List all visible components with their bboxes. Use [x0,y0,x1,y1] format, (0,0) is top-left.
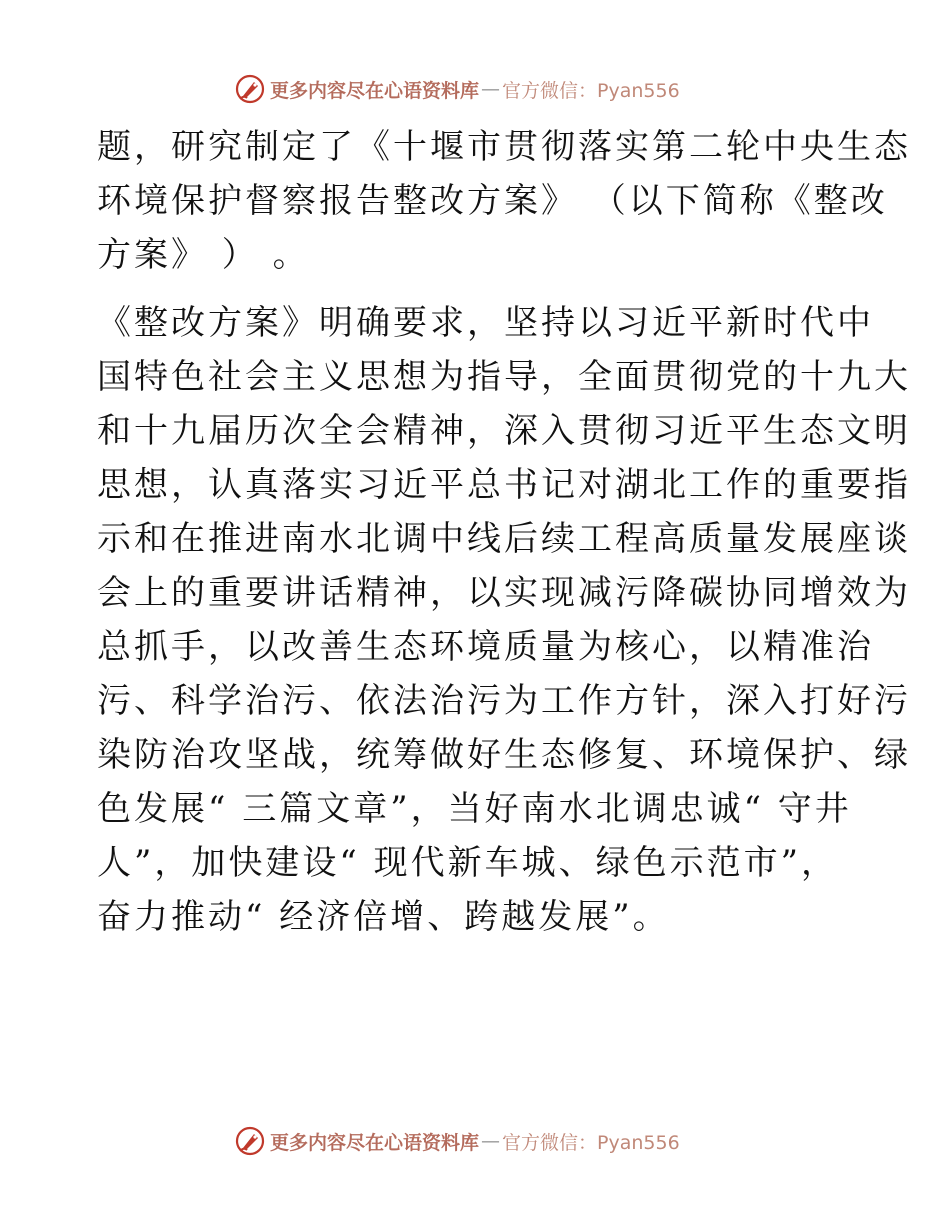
text-line: 污、科学治污、依法治污为工作方针，深入打好污 [97,681,911,721]
text-line: 方案》 ） 。 [97,235,310,275]
text-line: 示和在推进南水北调中线后续工程高质量发展座谈 [97,519,911,559]
text-line: 会上的重要讲话精神，以实现减污降碳协同增效为 [97,573,911,613]
text-line: 色发展“ 三篇文章”，当好南水北调忠诚“ 守井 [97,789,852,829]
text-line: 人”，加快建设“ 现代新车城、绿色示范市”， [97,843,838,883]
paragraph-1 [97,120,911,282]
header-wechat-text: 官方微信：Pyan556 [502,79,680,102]
text-line: 思想，认真落实习近平总书记对湖北工作的重要指 [97,465,911,505]
document-body [97,120,911,944]
paragraph-gap [97,282,857,296]
text-line: 和十九届历次全会精神，深入贯彻习近平生态文明 [97,411,911,451]
paragraph-2 [97,296,911,944]
text-line: 《整改方案》明确要求，坚持以习近平新时代中 [97,303,874,343]
footer-separator: — [481,1130,501,1152]
text-line: 题，研究制定了《十堰市贯彻落实第二轮中央生态 [97,127,911,167]
text-line: 染防治攻坚战，统筹做好生态修复、环境保护、绿 [97,735,911,775]
footer-banner [234,1124,680,1158]
pen-nib-logo-icon [234,1125,266,1157]
text-line: 国特色社会主义思想为指导，全面贯彻党的十九大 [97,357,911,397]
text-line: 环境保护督察报告整改方案》 （以下简称《整改 [97,181,888,221]
pen-nib-logo-icon [234,73,266,105]
header-separator: — [481,78,501,100]
text-line: 奋力推动“ 经济倍增、跨越发展”。 [97,897,670,937]
header-site-text: 更多内容尽在心语资料库 [270,79,480,102]
header-banner [234,72,680,106]
footer-site-text: 更多内容尽在心语资料库 [270,1131,480,1154]
text-line: 总抓手，以改善生态环境质量为核心，以精准治 [97,627,874,667]
footer-wechat-text: 官方微信：Pyan556 [502,1131,680,1154]
